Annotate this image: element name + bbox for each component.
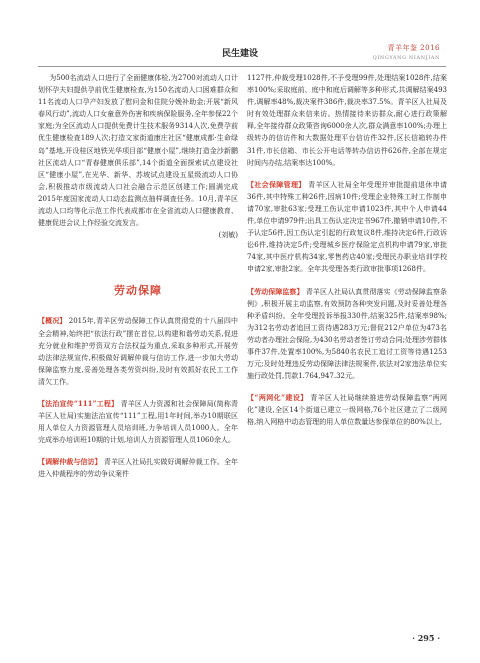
yearbook-pinyin: QINGYANG NIANJIAN [372, 55, 440, 61]
insurance-text: 青羊区人社局全年受理并审批提前退休申请36件,其中特殊工种26件,因病10件;受理企业特殊工时工作制申请70家,审批63家;受理工伤认定申请1023件,其中个人申请44件,单位申请979件;出具工伤认定决定书967件,撤销申请10件,不予认定56件,因工伤认定引起的行政复议8件,维持决定6件,行政诉讼6件,维持决定5件;受理城乡医疗保险定点机构申请79家,审批74家,其中医疗机构34家,零售药店40家;受理民办职业培训学校申请2家,审批2家。全年共受理各类行政审批事项1268件。 [247, 180, 448, 274]
overview-text: 2015年,青羊区劳动保障工作认真贯彻党的十八届四中全会精神,始终把“依法行政”摆在首位,以构建和谐劳动关系,促进充分就业和维护劳资双方合法权益为重点,采取多种形式,开展劳动法律法规宣传,积极做好调解仲裁与信访工作,进一步加大劳动保障监察力度,妥善处理各类劳资纠纷,及时有效抓好农民工工作清欠工作。 [38, 317, 238, 386]
two-networks-tag: 【“两网化”建设】 [247, 393, 308, 403]
population-health-paragraph: 为500名流动人口进行了全面健康体检,为2700对流动人口计划怀孕夫妇提供孕前优生健康检查,为150名流动人口困难群众和11名流动人口孕产妇发放了慰问金和住院分娩补助金;开展“新风春风行动”,流动人口女童意外伤害和疾病保险服务,全年参保22个家庭;为全区流动人口提供免费计生技术服务9314人次,免费孕前优生健康检查189人次;打造文家街道康庄社区“健康成都·生命绿岛”基地,开设桂区地铁光华项目部“健康小屋”,继续打造金沙新鹏社区流动人口“青春健康俱乐部”,14个街道全面探索试点建设社区“健康小屋”,在光华、新华、苏坡试点建设五星级流动人口协会,积极推动市级流动人口社会融合示范区创建工作;圆满完成2015年度国家流动人口动态监测点抽样调查任务。10月,青羊区流动人口均等化示范工作代表成都市在全省流动人口健康教育、健康促进会议上作经验交流发言。 [38, 74, 238, 228]
supervision-tag: 【劳动保障监察】 [247, 286, 304, 296]
page-number: · 295 · [412, 633, 440, 643]
insurance-tag: 【社会保障管理】 [247, 179, 306, 189]
page-header [0, 0, 480, 66]
section-heading-labor: 劳动保障 [114, 284, 162, 298]
publicity-paragraph [38, 398, 238, 446]
overview-tag: 【概况】 [38, 316, 67, 326]
mediation-paragraph [38, 456, 238, 480]
insurance-paragraph [247, 179, 447, 276]
right-column [247, 72, 447, 429]
mediation-tag: 【调解仲裁与信访】 [38, 457, 102, 467]
two-networks-paragraph [247, 392, 447, 428]
supervision-text: 青羊区人社局认真贯彻落实《劳动保障监察条例》,积极开展主动监察,有效预防各种突发问题,及时妥善处理各种矛盾纠纷。全年受理投诉举报330件,结案325件,结案率98%;为312名劳动者追回工资待遇283万元;督促212户单位为473名劳动者办理社会保险,为430名劳动者签订劳动合同;处理涉劳群体事件37件,处置率100%,为5840名农民工追讨工资等待遇1253万元;及时处理违反劳动保障法律法规案件,依法对2家违法单位实施行政处罚,罚款1.764,947.32元。 [247, 287, 448, 381]
section-title: 民生建设 [221, 49, 258, 59]
yearbook-title: 青羊年鉴 2016 [387, 44, 440, 52]
yearbook-mark [373, 43, 440, 61]
two-networks-text: 青羊区人社局继续推进劳动保障监察“两网化”建设,全区14个街道已建立一级网格,76个社区建立了二级网格,纳入网格中动态管理的用人单位数量达参保单位的80%以上, [247, 394, 447, 427]
arbitration-continued-paragraph: 1127件,仲裁受理1028件,不予受理99件,处理结案1028件,结案率100%;采取庭前、庭中和庭后调解等多种形式,共调解结案493件,调解率48%,裁决案件386件,裁决率37.5%。青羊区人社局及时有效处理群众来信来访。热情接待来访群众,耐心进行政策解释,全年接待群众政策咨询6000余人次,群众满意率100%;办理上级转办的信访件和大数据处理平台信访件32件,区长信箱转办件31件,市长信箱、市长公开电话等转办信访件626件,全部在规定时间内办结,结案率达100%。 [247, 74, 447, 167]
supervision-paragraph [247, 286, 447, 383]
author-credit: (刘敏) [218, 231, 238, 240]
left-column [38, 72, 238, 481]
header-rule [38, 66, 446, 67]
overview-paragraph [38, 315, 238, 388]
mediation-text: 青羊区人社局扎实做好调解仲裁工作。全年进入仲裁程序的劳动争议案件 [38, 458, 239, 479]
publicity-text: 青羊区人力资源和社会保障局(简称青羊区人社局)实施法治宣传“111”工程,用1年时间,举办10期联区用人单位人力资源管理人员培训班,力争培训人员1000人。全年完成举办培训班10期的计划,培训人力资源管理人员1060余人。 [38, 399, 239, 445]
publicity-tag: 【法治宣传“111”工程】 [38, 398, 119, 408]
